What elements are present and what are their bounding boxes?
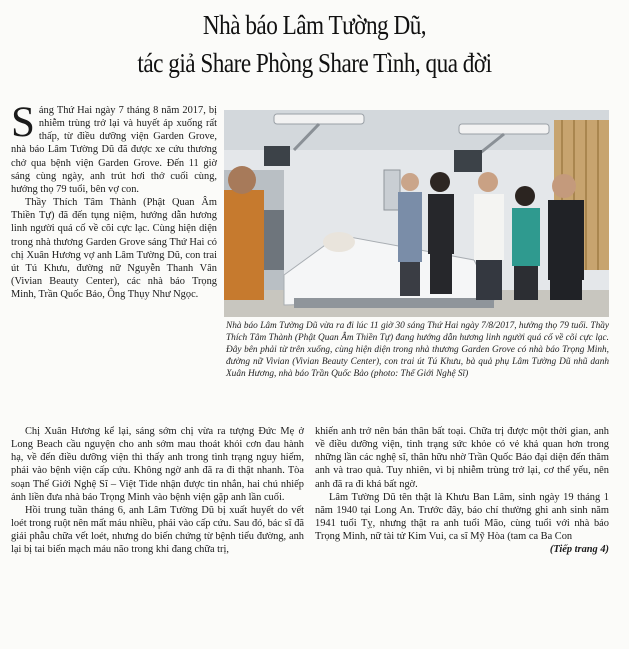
headline-line-1: Nhà báo Lâm Tường Dũ, bbox=[202, 10, 427, 40]
article-paragraph-4: Hồi trung tuần tháng 6, anh Lâm Tường Dũ bị xuất huyết do vết loét trong ruột nên mất máu nhiều, phải vào cấp cứu. Sau đó, bác sĩ đã giải phẫu chữa vết loét, nhưng do biến chứng từ bệnh tiểu đường, anh lại bị tai biến mạch máu não trong khi đang chữa trị, bbox=[11, 504, 304, 556]
article-column-bottom-right bbox=[315, 425, 609, 557]
photo-caption: Nhà báo Lâm Tường Dũ vừa ra đi lúc 11 giờ 30 sáng Thứ Hai ngày 7/8/2017, hưởng thọ 79 tuổi. Thầy Thích Tâm Thành (Phật Quan Âm Thiền Tự) đang hướng dẫn hương linh người quá cố về cõi cực lạc. Đây bên phải từ trên xuống, cùng hiện diện trong nhà thương Garden Grove có nhà báo Trọng Minh, đường nữ Vivian (Vivian Beauty Center), con trai út Tú Khưu, bà quả phụ Lâm Tường Dũ nhũ danh Xuân Hương, nhà báo Trần Quốc Bảo (photo: Thế Giới Nghệ Sĩ) bbox=[226, 321, 609, 380]
headline bbox=[44, 6, 585, 82]
article-paragraph-5: khiến anh trở nên bán thân bất toại. Chữa trị được một thời gian, anh về điều dưỡng viện, tinh trạng sức khỏe có vẻ khả quan hơn trong những lần các nghệ sĩ, thân hữu nhờ Trần Quốc Bảo đại diện đến thăm anh và trao quà. Tuy nhiên, vì bị nhiễm trùng trở lại, cơ thể yếu, nên anh đã ra đi khá bất ngờ. bbox=[315, 426, 609, 490]
article-column-bottom-left bbox=[11, 425, 304, 557]
hospital-photo-illustration bbox=[224, 110, 609, 317]
article-paragraph-3: Chị Xuân Hương kể lại, sáng sớm chị vừa ra tượng Đức Mẹ ở Long Beach cầu nguyện cho anh sớm mau thoát khỏi cơn đau hành hạ, về đến điều dưỡng viện thì thấy anh trong tình trạng nguy hiểm, phải vào bệnh viện cấp cứu. Không ngờ anh đã ra đi thật nhanh. Tòa soạn Thế Giới Nghệ Sĩ – Việt Tide nhận được tin nhắn, hai chú nhiếp ảnh liền đưa nhà báo Trọng Minh vào bệnh viện gặp anh lần cuối. bbox=[11, 426, 304, 503]
article-paragraph-1-text: áng Thứ Hai ngày 7 tháng 8 năm 2017, bị nhiễm trùng trở lại và huyết áp xuống rất thấp, từ điều dưỡng viện Garden Grove, nhà báo Lâm Tường Dũ đã được xe cứu thương chở qua bệnh viện Garden Grove. Đến 11 giờ sáng cùng ngày, anh trút hơi thở cuối cùng, hưởng thọ 79 tuổi, bên vợ con. bbox=[11, 105, 217, 195]
article-paragraph-6: Lâm Tường Dũ tên thật là Khưu Ban Lâm, sinh ngày 19 tháng 1 năm 1940 tại Long An. Trước đây, báo chí thường ghi anh sinh năm 1941 tuổi Tỵ, nhưng thật ra anh tuổi Mão, cùng tuổi với nhà báo Trọng Minh, nữ tài tử Kim Vui, ca sĩ Mỹ Hòa (tam ca Ba Con bbox=[315, 491, 609, 543]
article-paragraph-1 bbox=[11, 99, 217, 196]
article-column-left bbox=[11, 99, 217, 301]
drop-cap: S bbox=[11, 99, 35, 146]
article-paragraph-2: Thầy Thích Tâm Thành (Phật Quan Âm Thiền Tự) đã đến tụng niệm, hướng dẫn hương linh người quá cố về cõi cực lạc. Cùng hiện diện trong nhà thương Garden Grove sáng Thứ Hai có chị Xuân Hương vợ anh Lâm Tường Dũ, con trai út Tú Khưu, đường nữ Nguyễn Thanh Vân (Vivian Beauty Center), các nhà báo Trọng Minh, Trần Quốc Bảo, Ông Thụy Như Ngọc. bbox=[11, 197, 217, 301]
continued-link[interactable]: (Tiếp trang 4) bbox=[549, 544, 609, 556]
headline-line-2: tác giả Share Phòng Share Tình, qua đời bbox=[137, 48, 492, 78]
hospital-photo bbox=[224, 110, 609, 317]
